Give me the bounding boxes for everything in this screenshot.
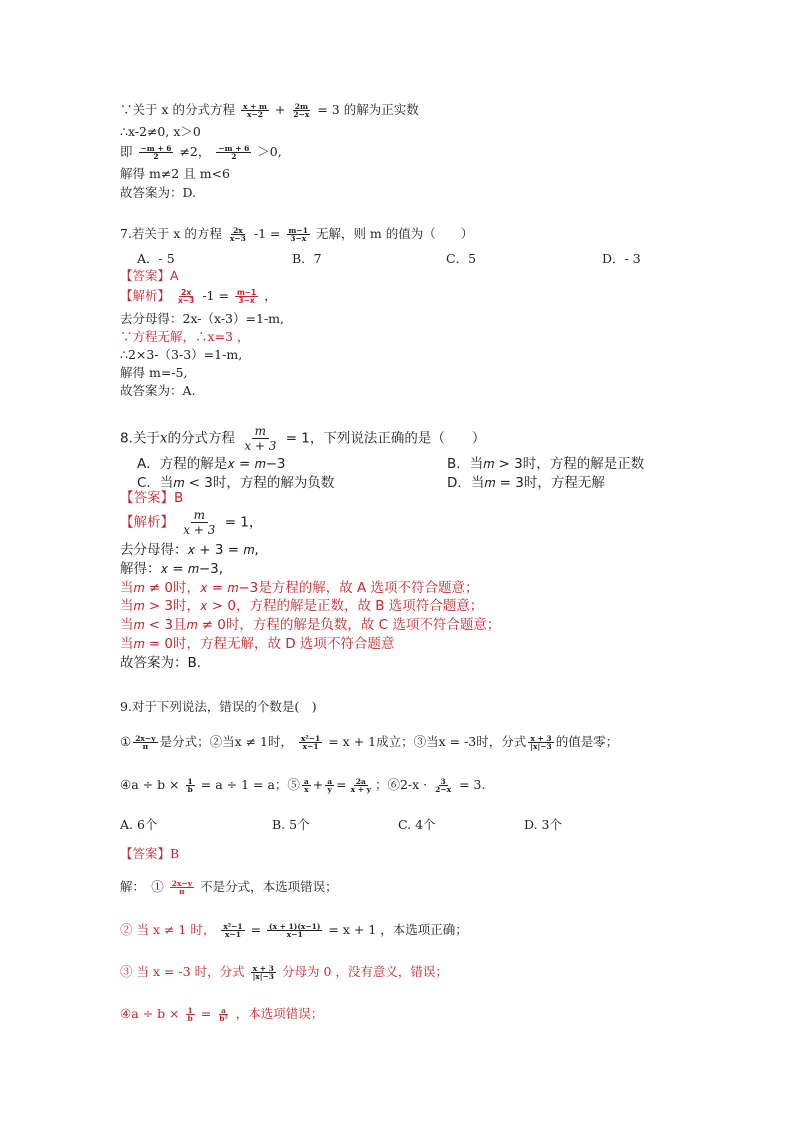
- explanation-9-1: [120, 879, 338, 896]
- fraction: [133, 735, 157, 751]
- line-given: [120, 102, 419, 119]
- text: 不是分式，本选项错误；: [200, 879, 338, 894]
- fraction: [291, 103, 311, 119]
- denominator: 2−x: [435, 785, 452, 794]
- explanation-9-2: [120, 922, 468, 939]
- denominator: 3−x: [238, 296, 255, 305]
- text: 分母为 0 ，没有意义，错误；: [281, 964, 448, 979]
- numerator: 3: [440, 776, 446, 786]
- fraction: [186, 1007, 195, 1023]
- fraction: [302, 778, 311, 794]
- text: 8.关于: [120, 430, 160, 447]
- text: ，本选项错误；: [235, 1006, 324, 1021]
- text: = 1，下列说法正确的是（ ）: [285, 430, 486, 447]
- numerator: a: [303, 776, 309, 786]
- denominator: x: [304, 785, 309, 794]
- option-b: B．当𝑚 > 3时，方程的解是正数: [447, 456, 645, 472]
- fraction: [299, 735, 322, 751]
- option-d: D．- 3: [602, 251, 641, 266]
- text: +: [274, 102, 286, 117]
- text: ①: [120, 734, 132, 749]
- text: -1 =: [202, 288, 229, 303]
- denominator: |x|−3: [530, 742, 552, 751]
- fraction: [216, 145, 251, 161]
- numerator: 2x−y: [135, 733, 156, 743]
- numerator: x + m: [242, 101, 267, 111]
- variable: x: [159, 430, 168, 447]
- text: ② 当 x ≠ 1 时，: [120, 922, 216, 937]
- text: 无解，则 m 的值为（ ）: [315, 226, 474, 241]
- answer-7: 【答案】A: [120, 268, 179, 283]
- question-8-stem: [120, 424, 485, 453]
- text: = a ÷ 1 = a；⑤: [200, 777, 300, 792]
- answer-8: 【答案】B: [120, 490, 184, 506]
- numerator: −m + 6: [140, 143, 172, 153]
- numerator: 2x: [233, 225, 243, 235]
- fraction: [241, 424, 279, 453]
- denominator: b²: [219, 1014, 228, 1023]
- step: 去分母得：𝑥 + 3 = 𝑚,: [120, 542, 259, 558]
- text: +: [312, 777, 324, 792]
- option-b: B．7: [292, 251, 322, 266]
- numerator: 1: [187, 1005, 193, 1015]
- numerator: x + 3: [530, 733, 552, 743]
- line: 故答案为：D.: [120, 185, 197, 200]
- numerator: −m + 6: [218, 143, 250, 153]
- text: ＞0,: [257, 144, 282, 159]
- text: ④a ÷ b ×: [120, 1006, 180, 1021]
- fraction: [325, 778, 334, 794]
- fraction: [221, 923, 244, 939]
- fraction: [251, 965, 276, 981]
- line: 解得 m≠2 且 m<6: [120, 166, 230, 181]
- numerator: m: [252, 424, 269, 439]
- numerator: a: [327, 776, 333, 786]
- denominator: y: [327, 785, 332, 794]
- step: ∴2×3-（3-3）=1-m,: [120, 347, 243, 362]
- text: = x + 1 ，本选项正确；: [328, 922, 468, 937]
- step: 当𝑚 = 0时，方程无解，故 D 选项不符合题意: [120, 636, 395, 652]
- explanation-8: [120, 508, 262, 537]
- fraction: [217, 1007, 230, 1023]
- text: ∵关于 x 的分式方程: [120, 102, 235, 117]
- denominator: b: [187, 1014, 193, 1023]
- step: ∵方程无解，∴x=3 ，: [120, 329, 250, 344]
- denominator: 2: [153, 152, 159, 161]
- fraction: [267, 923, 322, 939]
- explanation-9-3: [120, 964, 448, 981]
- numerator: 2x−y: [171, 878, 193, 888]
- numerator: m−1: [236, 287, 257, 297]
- denominator: b: [187, 785, 193, 794]
- explanation-tag: 【解析】: [120, 514, 174, 531]
- step: 当𝑚 > 3时，𝑥 > 0，方程的解是正数，故 B 选项符合题意；: [120, 598, 484, 614]
- text: =: [200, 1006, 212, 1021]
- step: 当𝑚 < 3且𝑚 ≠ 0时，方程的解是负数，故 C 选项不符合题意；: [120, 617, 501, 633]
- fraction: [139, 145, 174, 161]
- denominator: x−2: [246, 110, 263, 119]
- option-c: C. 4个: [398, 817, 436, 832]
- fraction: [287, 227, 310, 243]
- denominator: x + 3: [183, 523, 216, 537]
- text: = 3 的解为正实数: [317, 102, 419, 117]
- statements-row-2: [120, 777, 485, 794]
- text: = 1，: [224, 514, 263, 531]
- text: 的分式方程: [167, 430, 236, 447]
- option-d: D．当𝑚 = 3时，方程无解: [447, 475, 605, 491]
- option-a: A. 6个: [120, 817, 158, 832]
- option-b: B. 5个: [272, 817, 310, 832]
- fraction: [228, 227, 248, 243]
- fraction: [528, 735, 553, 751]
- numerator: 2m: [294, 101, 308, 111]
- numerator: x²−1: [223, 921, 243, 931]
- denominator: x + y: [350, 785, 371, 794]
- denominator: x−3: [178, 296, 195, 305]
- denominator: π: [179, 887, 185, 896]
- text: 的值是零；: [555, 734, 619, 749]
- denominator: |x|−3: [252, 972, 274, 981]
- text: 即: [120, 144, 133, 159]
- denominator: 2−x: [293, 110, 310, 119]
- fraction: [180, 508, 218, 537]
- option-d: D. 3个: [524, 817, 562, 832]
- step: 故答案为：A.: [120, 383, 196, 398]
- fraction: [241, 103, 269, 119]
- denominator: x−1: [286, 930, 303, 939]
- numerator: x²−1: [300, 733, 321, 743]
- denominator: 3−x: [290, 234, 307, 243]
- text: ，: [264, 288, 277, 303]
- fraction: [170, 880, 194, 896]
- line: [120, 144, 282, 161]
- text: =: [336, 777, 347, 792]
- text: 7.若关于 x 的方程: [120, 226, 222, 241]
- text: 解： ①: [120, 879, 164, 894]
- answer-9: 【答案】B: [120, 846, 180, 861]
- step: 当𝑚 ≠ 0时，𝑥 = 𝑚−3是方程的解，故 A 选项不符合题意；: [120, 580, 479, 596]
- fraction: [176, 289, 196, 305]
- fraction: [186, 778, 195, 794]
- numerator: 2x: [181, 287, 192, 297]
- text: = 3.: [459, 777, 486, 792]
- step: 去分母得：2x-（x-3）=1-m,: [120, 311, 284, 326]
- denominator: x−1: [302, 742, 319, 751]
- explanation-7: [120, 288, 277, 305]
- numerator: 1: [187, 776, 193, 786]
- step: 解得：𝑥 = 𝑚−3,: [120, 561, 224, 577]
- denominator: x + 3: [244, 439, 277, 453]
- step: 解得 m=-5,: [120, 365, 188, 380]
- option-a: A．方程的解是𝑥 = 𝑚−3: [137, 456, 286, 472]
- denominator: 2: [231, 152, 237, 161]
- line: ∴x-2≠0, x＞0: [120, 124, 201, 139]
- fraction: [349, 778, 373, 794]
- text: -1 =: [253, 226, 281, 241]
- numerator: 2a: [355, 776, 366, 786]
- text: ④a ÷ b ×: [120, 777, 180, 792]
- denominator: x−3: [229, 234, 246, 243]
- numerator: a: [221, 1005, 226, 1015]
- numerator: x + 3: [252, 963, 274, 973]
- explanation-9-4: [120, 1006, 323, 1023]
- fraction: [433, 778, 453, 794]
- explanation-tag: 【解析】: [120, 288, 171, 303]
- denominator: x−1: [224, 930, 241, 939]
- text: =: [250, 922, 262, 937]
- text: ≠2，: [179, 144, 211, 159]
- fraction: [235, 289, 258, 305]
- numerator: m−1: [288, 225, 308, 235]
- text: = x + 1成立；③当x = -3时，分式: [328, 734, 527, 749]
- option-c: C．5: [446, 251, 477, 266]
- step: 故答案为：B.: [120, 655, 202, 671]
- question-7-stem: [120, 226, 473, 243]
- question-9-stem: 9.对于下列说法，错误的个数是( ): [120, 699, 317, 714]
- text: ；⑥2-x ·: [374, 777, 428, 792]
- text: ③ 当 x = -3 时，分式: [120, 964, 245, 979]
- numerator: (x + 1)(x−1): [269, 921, 321, 931]
- statements-row-1: [120, 734, 618, 751]
- numerator: m: [191, 508, 208, 523]
- option-c: C．当𝑚 < 3时，方程的解为负数: [137, 475, 335, 491]
- denominator: π: [142, 742, 149, 751]
- text: 是分式；②当x ≠ 1时，: [159, 734, 293, 749]
- option-a: A．- 5: [137, 251, 175, 266]
